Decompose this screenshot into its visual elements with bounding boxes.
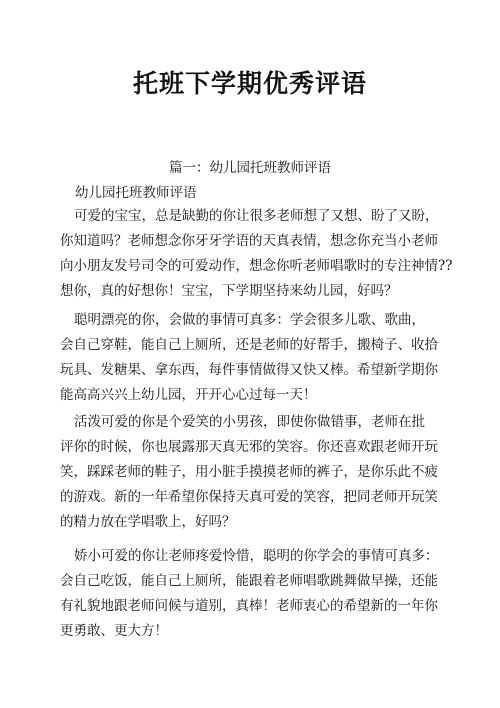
- comment-paragraph-3: [60, 410, 460, 535]
- paragraph-line: 能高高兴兴上幼儿园，开开心心过每一天！: [60, 387, 317, 403]
- paragraph-line: 向小朋友发号司令的可爱动作，想念你听老师唱歌时的专注神情??: [60, 258, 453, 274]
- paragraph-line: 有礼貌地跟老师问候与道别，真棒！老师衷心的希望新的一年你: [60, 598, 438, 614]
- comment-paragraph-4: [60, 544, 460, 644]
- paragraph-line: 可爱的宝宝，总是缺勤的你让很多老师想了又想、盼了又盼，: [74, 208, 439, 224]
- paragraph-line: 的精力放在学唱歌上，好吗？: [60, 514, 236, 530]
- paragraph-line: 评你的时候，你也展露那天真无邪的笑容。你还喜欢跟老师开玩: [60, 439, 438, 455]
- paragraph-line: 更勇敢、更大方！: [60, 623, 168, 639]
- paragraph-line: 想你，真的好想你！宝宝，下学期坚持来幼儿园，好吗？: [60, 283, 398, 299]
- paragraph-line: 娇小可爱的你让老师疼爱怜惜，聪明的你学会的事情可真多：: [74, 548, 439, 564]
- paragraph-line: 会自己穿鞋，能自己上厕所，还是老师的好帮手，搬椅子、收拾: [60, 337, 438, 353]
- section-heading: 篇一：幼儿园托班教师评语: [169, 160, 331, 176]
- paragraph-line: 笑，踩踩老师的鞋子，用小脏手摸摸老师的裤子，是你乐此不疲: [60, 464, 438, 480]
- paragraph-line: 玩具、发糖果、拿东西，每件事情做得又快又棒。希望新学期你: [60, 362, 438, 378]
- comment-paragraph-1: [60, 204, 460, 304]
- paragraph-line: 聪明漂亮的你，会做的事情可真多：学会很多儿歌、歌曲，: [74, 312, 425, 328]
- paragraph-line: 的游戏。新的一年希望你保持天真可爱的笑容，把同老师开玩笑: [60, 489, 438, 505]
- paragraph-line: 活泼可爱的你是个爱笑的小男孩，即使你做错事，老师在批: [74, 414, 425, 430]
- sub-heading: 幼儿园托班教师评语: [75, 185, 197, 201]
- paragraph-line: 你知道吗？老师想念你牙牙学语的天真表情，想念你充当小老师: [60, 233, 438, 249]
- comment-paragraph-2: [60, 308, 460, 408]
- document-title: 托班下学期优秀评语: [132, 69, 367, 98]
- paragraph-line: 会自己吃饭，能自己上厕所，能跟着老师唱歌跳舞做早操，还能: [60, 573, 438, 589]
